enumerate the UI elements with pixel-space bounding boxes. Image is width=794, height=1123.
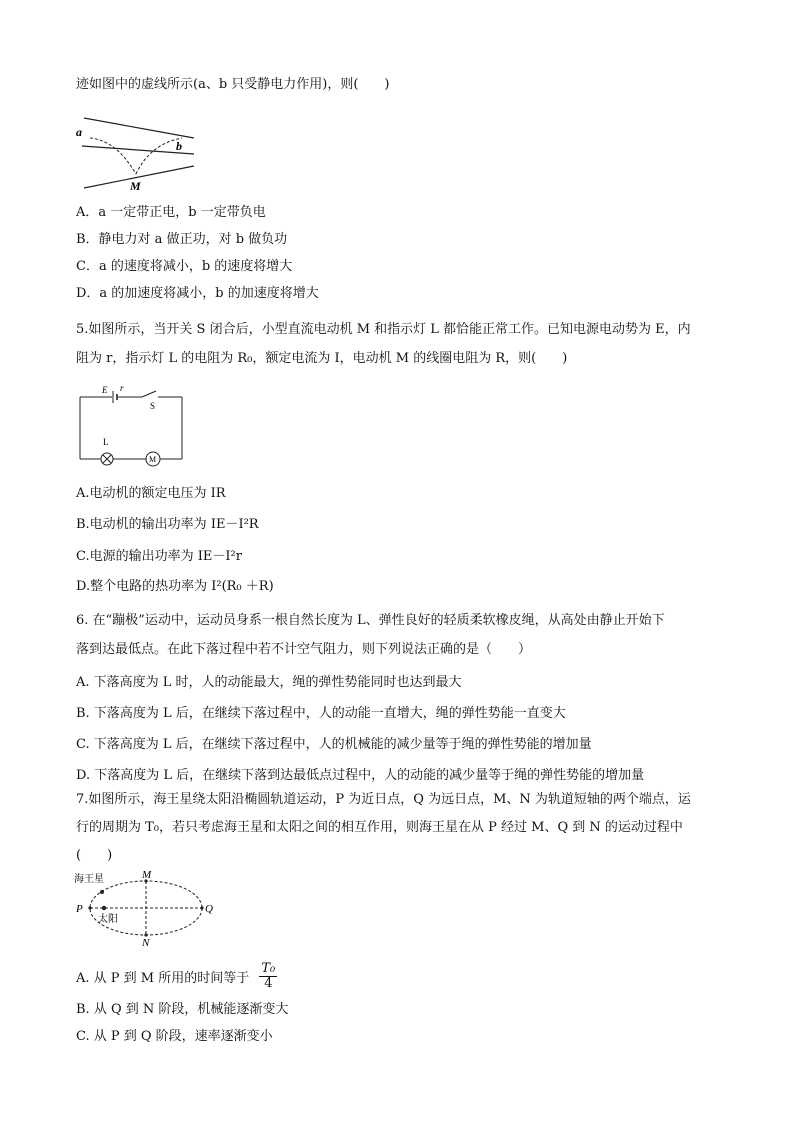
label-neptune: 海王星: [74, 874, 104, 885]
label-P: P: [76, 903, 83, 915]
label-E: E: [102, 385, 108, 395]
q7-option-b: B. 从 Q 到 N 阶段，机械能逐渐变大: [76, 1002, 289, 1017]
q6-stem-line2: 落到达最低点。在此下落过程中若不计空气阻力，则下列说法正确的是（ ）: [76, 642, 532, 657]
label-S: S: [150, 401, 156, 411]
q5-option-d: D.整个电路的热功率为 I²(R₀ ＋R): [76, 579, 274, 594]
q5-option-b: B.电动机的输出功率为 IE－I²R: [76, 517, 259, 532]
label-M: M: [130, 179, 141, 193]
point-Q-dot: [200, 906, 203, 909]
label-motor-M: M: [149, 455, 157, 464]
q4-option-c: C．a 的速度将减小，b 的速度将增大: [76, 259, 293, 274]
q4-option-a: A．a 一定带正电，b 一定带负电: [76, 205, 266, 220]
q7-stem-line1: 7.如图所示，海王星绕太阳沿椭圆轨道运动，P 为近日点，Q 为远日点，M、N 为轨道短轴的两个端点，运: [76, 792, 691, 807]
q7-stem-line2: 行的周期为 T₀，若只考虑海王星和太阳之间的相互作用，则海王星在从 P 经过 M、Q 到 N 的运动过程中: [76, 820, 683, 835]
label-N: N: [142, 937, 150, 948]
q4-figure: [76, 116, 200, 194]
q5-option-a: A.电动机的额定电压为 IR: [76, 486, 226, 501]
q5-stem-line1: 5.如图所示，当开关 S 闭合后，小型直流电动机 M 和指示灯 L 都恰能正常工作。已知电源电动势为 E，内: [76, 322, 691, 337]
q5-option-c: C.电源的输出功率为 IE－I²r: [76, 549, 242, 564]
q4-stem-tail: 迹如图中的虚线所示(a、b 只受静电力作用)，则( ): [76, 77, 390, 92]
label-Q: Q: [205, 903, 213, 915]
q4-option-d: D．a 的加速度将减小，b 的加速度将增大: [76, 286, 319, 301]
fraction: [259, 962, 277, 991]
q7-orbit-figure: [72, 868, 218, 948]
label-r: r: [120, 383, 124, 393]
trajectory-a: [90, 138, 136, 174]
q6-stem-line1: 6. 在“蹦极”运动中，运动员身系一根自然长度为 L、弹性良好的轻质柔软橡皮绳，从高处由静止开始下: [76, 613, 665, 628]
q6-option-c: C. 下落高度为 L 后，在继续下落过程中，人的机械能的减少量等于绳的弹性势能的增加量: [76, 737, 592, 752]
q5-circuit-figure: [76, 383, 188, 469]
q6-option-a: A. 下落高度为 L 时，人的动能最大，绳的弹性势能同时也达到最大: [76, 675, 462, 690]
sun-dot: [102, 906, 106, 910]
q7-option-a: [76, 961, 277, 993]
q5-stem-line2: 阻为 r，指示灯 L 的电阻为 R₀，额定电流为 I，电动机 M 的线圈电阻为 R，则( ): [76, 351, 568, 366]
q7-option-c: C. 从 P 到 Q 阶段，速率逐渐变小: [76, 1029, 273, 1044]
switch-blade: [142, 391, 156, 397]
field-line-top: [84, 118, 194, 138]
planet-dot: [100, 890, 104, 894]
label-L: L: [103, 437, 109, 447]
fraction-denominator: 4: [264, 976, 273, 991]
q4-option-b: B．静电力对 a 做正功，对 b 做负功: [76, 232, 288, 247]
label-M: M: [142, 869, 152, 881]
fraction-numerator: T₀: [261, 961, 276, 976]
q7-stem-line3: ( ): [76, 848, 113, 863]
label-a: a: [76, 125, 82, 139]
label-sun: 太阳: [98, 914, 118, 925]
point-P-dot: [88, 906, 91, 909]
q6-option-b: B. 下落高度为 L 后，在继续下落过程中，人的动能一直增大，绳的弹性势能一直变大: [76, 706, 566, 721]
q7-option-a-text: A. 从 P 到 M 所用的时间等于: [76, 971, 250, 986]
q6-option-d: D. 下落高度为 L 后，在继续下落到达最低点过程中，人的动能的减少量等于绳的弹性势能的增加量: [76, 768, 645, 783]
label-b: b: [176, 139, 182, 153]
